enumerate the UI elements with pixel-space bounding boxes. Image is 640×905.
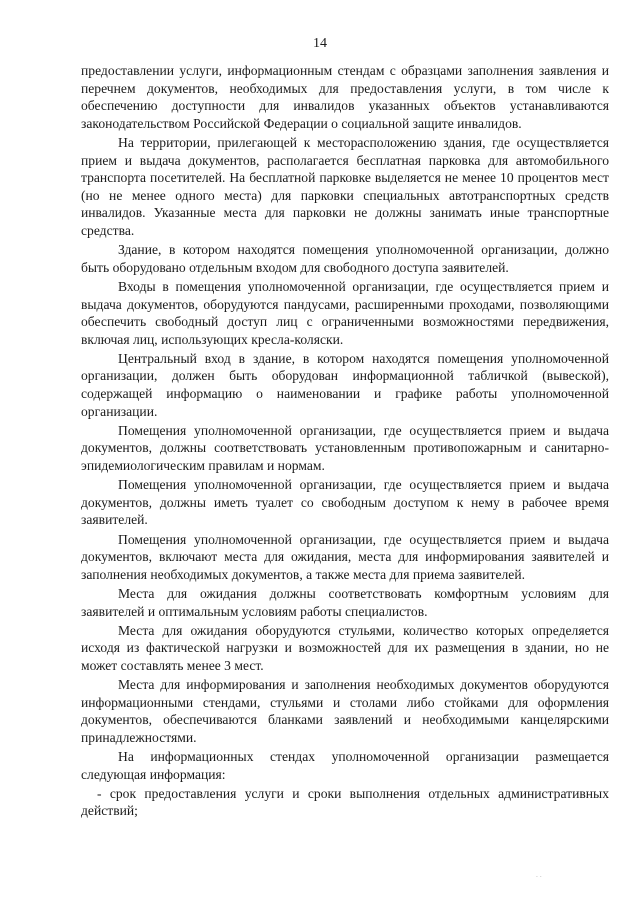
paragraph: На территории, прилегающей к месторасположению здания, где осуществляется прием и выдача документов, располагается бесплатная парковка для автомобильного транспорта посетителей. На бесплатной парковке выделяется не менее 10 процентов мест (но не менее одного места) для парковки специальных автотранспортных средств инвалидов. Указанные места для парковки не должны занимать иные транспортные средства. [81, 134, 609, 238]
paragraph: Помещения уполномоченной организации, где осуществляется прием и выдача документов, включают места для ожидания, места для информирования заявителей и заполнения необходимых документов, а также места для приема заявителей. [81, 531, 609, 582]
paragraph: Центральный вход в здание, в котором находятся помещения уполномоченной организации, должен быть оборудован информационной табличкой (вывеской), содержащей информацию о наименовании и графике работы уполномоченной организации. [81, 350, 609, 419]
scan-speck: · · [536, 874, 542, 881]
paragraph: Помещения уполномоченной организации, где осуществляется прием и выдача документов, должны соответствовать установленным противопожарным и санитарно-эпидемиологическим правилам и нормам. [81, 422, 609, 474]
paragraph: Здание, в котором находятся помещения уполномоченной организации, должно быть оборудовано отдельным входом для свободного доступа заявителей. [81, 242, 609, 275]
paragraph: На информационных стендах уполномоченной организации размещается следующая информация: [81, 749, 609, 782]
paragraph: Входы в помещения уполномоченной организации, где осуществляется прием и выдача документов, оборудуются пандусами, расширенными проходами, позволяющими обеспечить свободный доступ лиц с ограниченными возможностями передвижения, включая лиц, использующих кресла-коляски. [81, 278, 609, 347]
page-number: 14 [313, 36, 327, 51]
paragraph: предоставлении услуги, информационным стендам с образцами заполнения заявления и перечнем документов, необходимых для предоставления услуги, в том числе к обеспечению доступности для инвалидов указанных объектов устанавливаются законодательством Российской Федерации о социальной защите инвалидов. [81, 63, 609, 131]
paragraph: Помещения уполномоченной организации, где осуществляется прием и выдача документов, должны иметь туалет со свободным доступом к нему в рабочее время заявителей. [81, 477, 609, 528]
paragraph: Места для информирования и заполнения необходимых документов оборудуются информационными стендами, стульями и столами либо стойками для оформления документов, обеспечиваются бланками заявлений и необходимыми канцелярскими принадлежностями. [81, 677, 609, 745]
list-item: - срок предоставления услуги и сроки выполнения отдельных административных действий; [81, 785, 609, 819]
document-body [81, 62, 609, 822]
paragraph: Места для ожидания должны соответствовать комфортным условиям для заявителей и оптимальным условиям работы специалистов. [81, 585, 609, 619]
paragraph: Места для ожидания оборудуются стульями, количество которых определяется исходя из фактической нагрузки и возможностей для их размещения в здании, но не может составлять менее 3 мест. [81, 622, 609, 673]
